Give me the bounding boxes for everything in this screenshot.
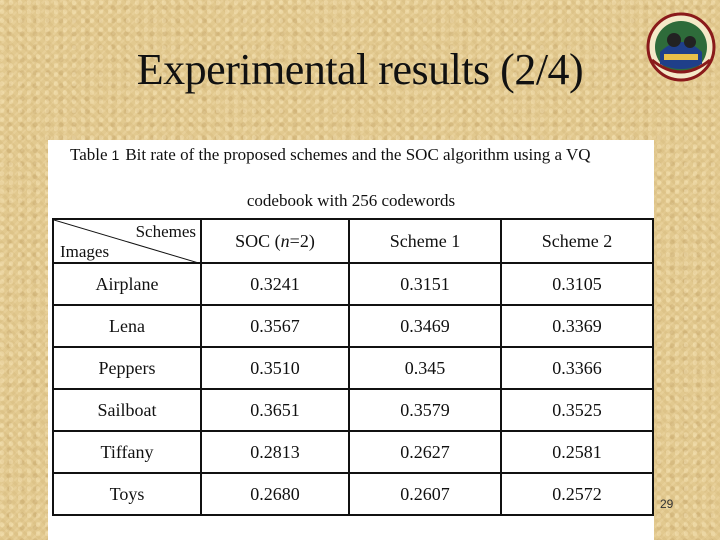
cell-value: 0.3579: [349, 389, 501, 431]
table-header-row: [53, 219, 653, 263]
table-row: [53, 473, 653, 515]
cell-value: 0.3567: [201, 305, 349, 347]
table-row: [53, 431, 653, 473]
row-image-name: Lena: [53, 305, 201, 347]
results-table: [52, 218, 654, 516]
cell-value: 0.2581: [501, 431, 653, 473]
corner-images-label: Images: [60, 242, 110, 261]
row-image-name: Sailboat: [53, 389, 201, 431]
cell-value: 0.3525: [501, 389, 653, 431]
row-image-name: Airplane: [53, 263, 201, 305]
corner-header-cell: [53, 219, 201, 263]
column-header-scheme-1: [349, 219, 501, 263]
table-row: [53, 389, 653, 431]
row-image-name: Tiffany: [53, 431, 201, 473]
cell-value: 0.345: [349, 347, 501, 389]
cell-value: 0.3366: [501, 347, 653, 389]
cell-value: 0.2680: [201, 473, 349, 515]
column-header-soc-label: SOC (n=2): [235, 230, 315, 251]
university-logo-icon: [646, 12, 716, 82]
column-header-soc: [201, 219, 349, 263]
cell-value: 0.2607: [349, 473, 501, 515]
caption-table-word: Table: [70, 145, 108, 164]
table-panel: [48, 140, 654, 540]
row-image-name: Peppers: [53, 347, 201, 389]
column-header-scheme-2-label: Scheme 2: [541, 230, 613, 251]
cell-value: 0.3369: [501, 305, 653, 347]
table-row: [53, 305, 653, 347]
slide-title: Experimental results (2/4): [136, 45, 584, 94]
column-header-scheme-2: [501, 219, 653, 263]
cell-value: 0.3469: [349, 305, 501, 347]
table-row: [53, 263, 653, 305]
page-number: 29: [660, 497, 674, 511]
cell-value: 0.2627: [349, 431, 501, 473]
caption-line1: Bit rate of the proposed schemes and the SOC algorithm using a VQ: [125, 145, 591, 164]
cell-value: 0.3105: [501, 263, 653, 305]
cell-value: 0.3651: [201, 389, 349, 431]
cell-value: 0.2813: [201, 431, 349, 473]
cell-value: 0.3241: [201, 263, 349, 305]
cell-value: 0.3151: [349, 263, 501, 305]
row-image-name: Toys: [53, 473, 201, 515]
corner-schemes-label: Schemes: [135, 222, 196, 241]
table-row: [53, 347, 653, 389]
cell-value: 0.3510: [201, 347, 349, 389]
caption-line2: codebook with 256 codewords: [246, 191, 456, 210]
cell-value: 0.2572: [501, 473, 653, 515]
caption-table-number: 1: [111, 147, 120, 163]
column-header-scheme-1-label: Scheme 1: [389, 230, 461, 251]
